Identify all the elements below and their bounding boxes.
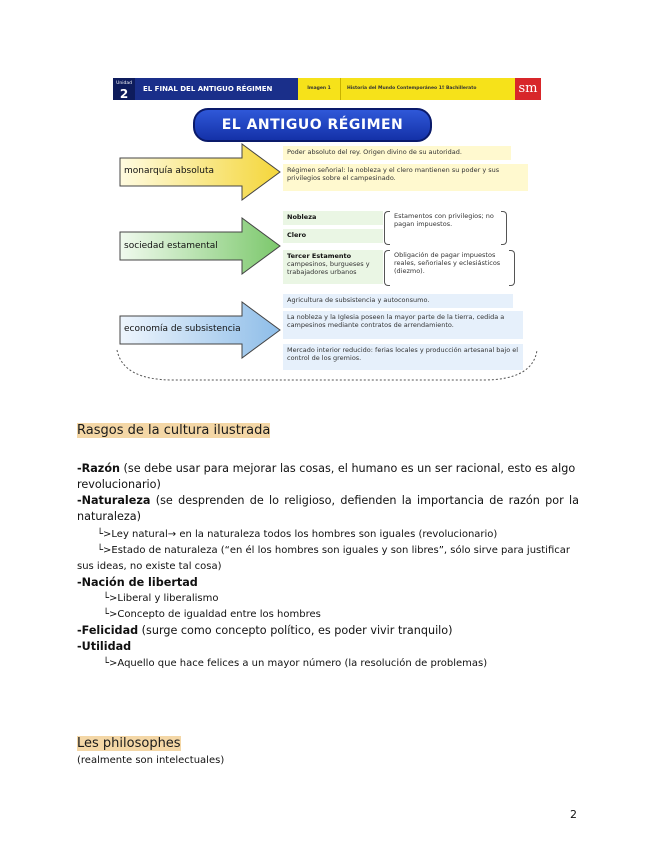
course-label: Historia del Mundo Contemporáneo 1º Bachillerato xyxy=(340,78,515,100)
arrow-monarquia xyxy=(117,142,282,202)
rasgo-utilidad: -Utilidad xyxy=(77,640,132,653)
naturaleza-sub-estado: └>Estado de naturaleza (“en él los hombres son iguales y son libres”, sólo sirve para justificar sus ideas, no existe tal cosa) xyxy=(77,545,570,572)
brace-tercer-right xyxy=(509,250,515,286)
page-number: 2 xyxy=(570,808,577,821)
razon-desc: (se debe usar para mejorar las cosas, el humano es un ser racional, esto es algo revolucionario) xyxy=(77,462,576,491)
privileged-note: Estamentos con privilegios; no pagan impuestos. xyxy=(394,212,494,228)
libertad-sub-liberal: └>Liberal y liberalismo xyxy=(103,593,219,604)
rasgo-naturaleza xyxy=(77,493,579,525)
rasgo-libertad: -Nación de libertad xyxy=(77,576,198,589)
tercer-note: Obligación de pagar impuestos reales, señoriales y eclesiásticos (diezmo). xyxy=(394,251,501,275)
section-heading-cultura xyxy=(77,423,270,438)
section-heading-philosophes xyxy=(77,736,181,751)
monarquia-item-1: Poder absoluto del rey. Origen divino de su autoridad. xyxy=(283,146,511,160)
unit-title: EL FINAL DEL ANTIGUO RÉGIMEN xyxy=(143,85,273,93)
publisher-logo: sm xyxy=(515,78,541,100)
tercer-estamento-box xyxy=(283,250,383,284)
diagram-header-bar xyxy=(113,78,541,100)
naturaleza-term: -Naturaleza xyxy=(77,494,151,507)
brace-privileged-right xyxy=(501,211,507,245)
arrow-sociedad xyxy=(117,216,282,276)
rasgo-razon xyxy=(77,461,579,493)
economia-item-1: Agricultura de subsistencia y autoconsumo. xyxy=(283,294,513,308)
libertad-sub-igualdad: └>Concepto de igualdad entre los hombres xyxy=(103,609,321,620)
economia-item-3: Mercado interior reducido: ferias locales y producción artesanal bajo el control de los gremios. xyxy=(283,344,523,370)
naturaleza-sub-ley: └>Ley natural→ en la naturaleza todos los hombres son iguales (revolucionario) xyxy=(97,529,498,540)
unit-badge xyxy=(113,78,135,100)
economia-item-2: La nobleza y la Iglesia poseen la mayor parte de la tierra, cedida a campesinos mediante contratos de arrendamiento. xyxy=(283,311,523,339)
diagram-bottom-border xyxy=(113,340,541,383)
lesson-label: Imagen 1 xyxy=(298,78,340,100)
antiguo-regimen-diagram xyxy=(113,78,541,383)
felicidad-desc: (surge como concepto político, es poder vivir tranquilo) xyxy=(138,624,453,637)
diagram-title: EL ANTIGUO RÉGIMEN xyxy=(193,108,432,142)
tercer-estamento-desc: campesinos, burgueses y trabajadores urbanos xyxy=(287,260,370,276)
rasgo-felicidad xyxy=(77,623,453,639)
naturaleza-desc: (se desprenden de lo religioso, defienden la importancia de razón por la naturaleza) xyxy=(77,494,579,523)
philosophes-subtitle: (realmente son intelectuales) xyxy=(77,755,225,766)
row-label-monarquia: monarquía absoluta xyxy=(124,166,214,176)
nobleza-label: Nobleza xyxy=(283,211,383,225)
row-label-economia: economía de subsistencia xyxy=(124,324,241,334)
utilidad-sub: └>Aquello que hace felices a un mayor número (la resolución de problemas) xyxy=(103,658,488,669)
tercer-estamento-label: Tercer Estamento xyxy=(287,252,352,260)
clero-label: Clero xyxy=(283,229,383,243)
unit-label: Unidad xyxy=(116,81,132,86)
row-label-sociedad: sociedad estamental xyxy=(124,241,218,251)
heading-highlight-philosophes: Les philosophes xyxy=(77,736,181,751)
felicidad-term: -Felicidad xyxy=(77,624,139,637)
unit-number: 2 xyxy=(119,87,129,101)
heading-highlight: Rasgos de la cultura ilustrada xyxy=(77,423,271,438)
razon-term: -Razón xyxy=(77,462,120,475)
monarquia-item-2: Régimen señorial: la nobleza y el clero mantienen su poder y sus privilegios sobre el campesinado. xyxy=(283,164,528,191)
